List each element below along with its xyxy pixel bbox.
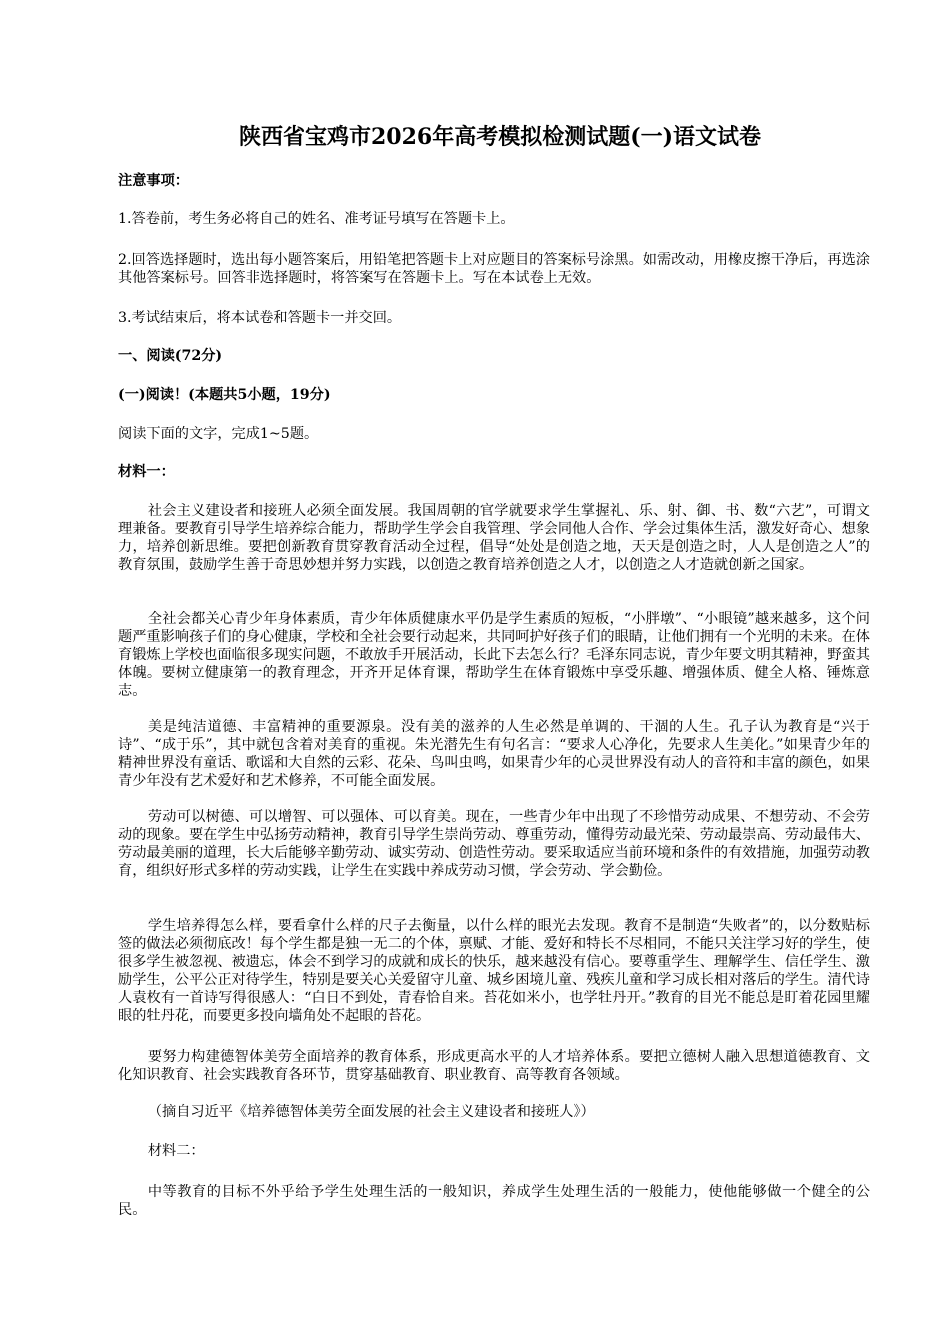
source-note: （摘自习近平《培养德智体美劳全面发展的社会主义建设者和接班人》） xyxy=(147,1104,595,1120)
notice-item-1: 1.答卷前，考生务必将自己的姓名、准考证号填写在答题卡上。 xyxy=(118,211,515,227)
instruction-text: 阅读下面的文字，完成1~5题。 xyxy=(118,426,319,442)
material1-paragraph-1: 社会主义建设者和接班人必须全面发展。我国周朝的官学就要求学生掌握礼、乐、射、御、书、数“六艺”，可谓文理兼备。要教育引导学生培养综合能力，帮助学生学会自我管理、学会同他人合作、学会过集体生活，激发好奇心、想象力，培养创新思维。要把创新教育贯穿教育活动全过程，倡导“处处是创造之地，天天是创造之时，人人是创造之人”的教育氛围，鼓励学生善于奇思妙想并努力实践，以创造之教育培养创造之人才，以创造之人才造就创新之国家。 xyxy=(118,503,870,573)
notice-item-2: 2.回答选择题时，选出每小题答案后，用铅笔把答题卡上对应题目的答案标号涂黑。如需改动，用橡皮擦干净后，再选涂其他答案标号。回答非选择题时，将答案写在答题卡上。写在本试卷上无效。 xyxy=(118,252,870,286)
material2-heading: 材料二： xyxy=(147,1143,205,1159)
notice-heading: 注意事项： xyxy=(118,173,189,189)
material1-paragraph-2: 全社会都关心青少年身体素质，青少年体质健康水平仍是学生素质的短板，“小胖墩”、“小眼镜”越来越多，这个问题严重影响孩子们的身心健康，学校和全社会要行动起来，共同呵护好孩子们的眼睛，让他们拥有一个光明的未来。在体育锻炼上学校也面临很多现实问题，不敢放手开展活动，长此下去怎么行？毛泽东同志说，青少年要文明其精神，野蛮其体魄。要树立健康第一的教育理念，开齐开足体育课，帮助学生在体育锻炼中享受乐趣、增强体质、健全人格、锤炼意志。 xyxy=(118,611,870,699)
material1-paragraph-4: 劳动可以树德、可以增智、可以强体、可以育美。现在，一些青少年中出现了不珍惜劳动成果、不想劳动、不会劳动的现象。要在学生中弘扬劳动精神，教育引导学生崇尚劳动、尊重劳动，懂得劳动最光荣、劳动最崇高、劳动最伟大、劳动最美丽的道理，长大后能够辛勤劳动、诚实劳动、创造性劳动。要采取适应当前环境和条件的有效措施，加强劳动教育，组织好形式多样的劳动实践，让学生在实践中养成劳动习惯，学会劳动、学会勤俭。 xyxy=(118,809,870,879)
section-heading: 一、阅读(72分) xyxy=(118,348,223,364)
notice-item-3: 3.考试结束后，将本试卷和答题卡一并交回。 xyxy=(118,310,402,326)
material1-heading: 材料一： xyxy=(118,464,175,480)
page-title: 陕西省宝鸡市2026年高考模拟检测试题(一)语文试卷 xyxy=(238,124,762,150)
material2-paragraph-1: 中等教育的目标不外乎给予学生处理生活的一般知识，养成学生处理生活的一般能力，使他能够做一个健全的公民。 xyxy=(118,1184,870,1218)
material1-paragraph-5: 学生培养得怎么样，要看拿什么样的尺子去衡量，以什么样的眼光去发现。教育不是制造“失败者”的，以分数贴标签的做法必须彻底改！每个学生都是独一无二的个体，禀赋、才能、爱好和特长不尽相同，不能只关注学习好的学生，使很多学生被忽视、被遗忘，体会不到学习的成就和成长的快乐，越来越没有信心。要尊重学生、理解学生、信任学生、激励学生，公平公正对待学生，特别是要关心关爱留守儿童、城乡困境儿童、残疾儿童和学习成长相对落后的学生。清代诗人袁枚有一首诗写得很感人：“白日不到处，青春恰自来。苔花如米小，也学牡丹开。”教育的目光不能总是盯着花园里耀眼的牡丹花，而要更多投向墙角处不起眼的苔花。 xyxy=(118,918,870,1024)
material1-paragraph-6: 要努力构建德智体美劳全面培养的教育体系，形成更高水平的人才培养体系。要把立德树人融入思想道德教育、文化知识教育、社会实践教育各环节，贯穿基础教育、职业教育、高等教育各领域。 xyxy=(118,1049,870,1083)
subsection-heading: (一)阅读！(本题共5小题，19分) xyxy=(118,387,331,403)
material1-paragraph-3: 美是纯洁道德、丰富精神的重要源泉。没有美的滋养的人生必然是单调的、干涸的人生。孔子认为教育是“兴于诗”、“成于乐”，其中就包含着对美育的重视。朱光潜先生有句名言：“要求人心净化，先要求人生美化。”如果青少年的精神世界没有童话、歌谣和大自然的云彩、花朵、鸟叫虫鸣，如果青少年的心灵世界没有动人的音符和丰富的颜色，如果青少年没有艺术爱好和艺术修养，不可能全面发展。 xyxy=(118,719,870,789)
